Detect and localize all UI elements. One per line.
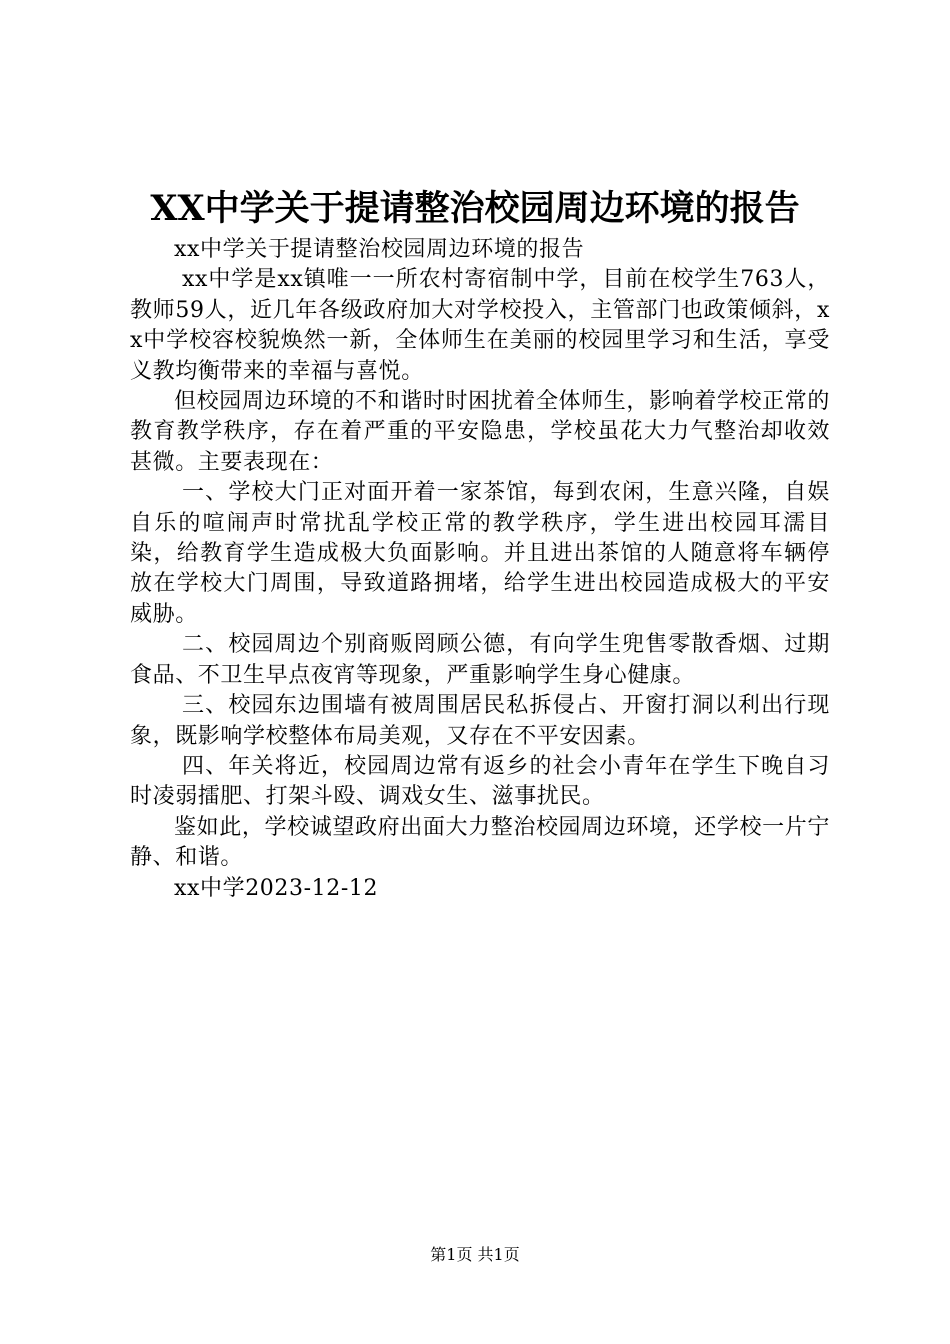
document-title: XX中学关于提请整治校园周边环境的报告 [150, 188, 800, 229]
signature-line: xx中学2023-12-12 [174, 875, 379, 901]
item-one-paragraph: 一、学校大门正对面开着一家茶馆，每到农闲，生意兴隆，自娱自乐的喧闹声时常扰乱学校正常的教学秩序，学生进出校园耳濡目染，给教育学生造成极大负面影响。并且进出茶馆的人随意将车辆停放在学校大门周围，导致道路拥堵，给学生进出校园造成极大的平安威胁。 [130, 480, 830, 627]
item-four-paragraph: 四、年关将近，校园周边常有返乡的社会小青年在学生下晚自习时凌弱擂肥、打架斗殴、调戏女生、滋事扰民。 [130, 753, 830, 810]
intro-paragraph: xx中学是xx镇唯一一所农村寄宿制中学，目前在校学生763人，教师59人，近几年各级政府加大对学校投入，主管部门也政策倾斜，xx中学校容校貌焕然一新，全体师生在美丽的校园里学习和生活，享受义教均衡带来的幸福与喜悦。 [130, 267, 830, 384]
conclusion-paragraph: 鉴如此，学校诚望政府出面大力整治校园周边环境，还学校一片宁静、和谐。 [130, 814, 830, 871]
document-body [130, 235, 830, 904]
problem-paragraph: 但校园周边环境的不和谐时时困扰着全体师生，影响着学校正常的教育教学秩序，存在着严重的平安隐患，学校虽花大力气整治却收效甚微。主要表现在： [130, 389, 830, 475]
item-two-paragraph: 二、校园周边个别商贩罔顾公德，有向学生兜售零散香烟、过期食品、不卫生早点夜宵等现象，严重影响学生身心健康。 [130, 632, 830, 688]
page-footer: 第1页 共1页 [430, 1245, 520, 1264]
item-three-paragraph: 三、校园东边围墙有被周围居民私拆侵占、开窗打洞以利出行现象，既影响学校整体布局美观，又存在不平安因素。 [130, 693, 830, 749]
subtitle-paragraph: xx中学关于提请整治校园周边环境的报告 [174, 237, 585, 262]
